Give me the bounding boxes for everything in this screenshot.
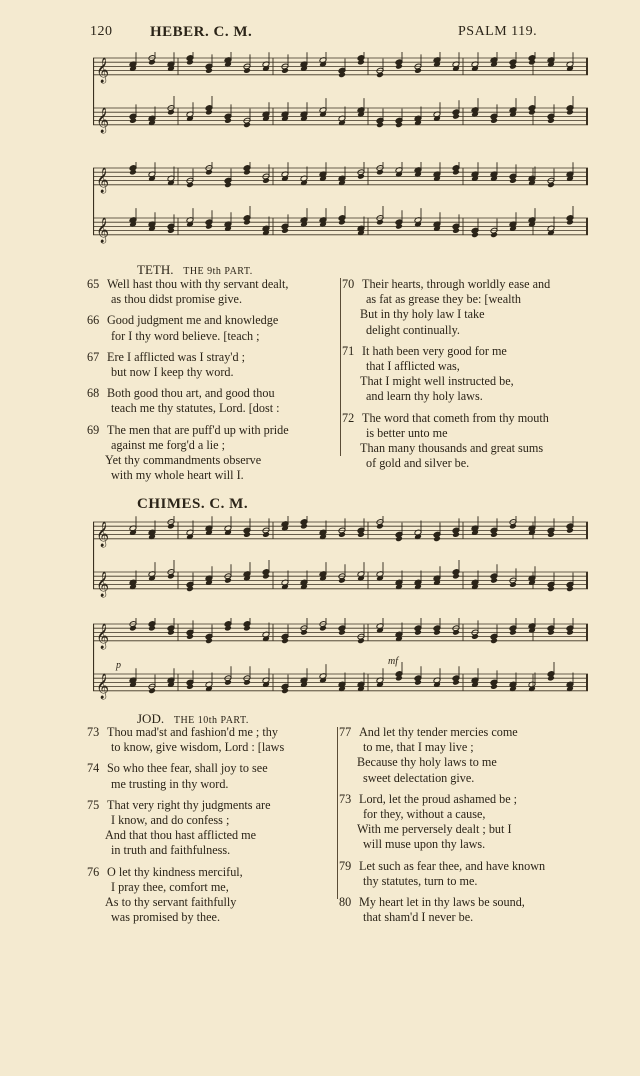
- verse-text: Yet thy commandments observe: [105, 453, 262, 468]
- verse-line: [339, 910, 591, 925]
- verse-line: [339, 859, 591, 874]
- verse-line: [342, 441, 592, 456]
- svg-text:𝄞: 𝄞: [96, 217, 110, 243]
- svg-text:𝄞: 𝄞: [96, 571, 110, 597]
- verse-line: [339, 807, 591, 822]
- verse: [342, 411, 592, 472]
- verse-text: Than many thousands and great sums: [360, 441, 544, 456]
- verse-line: [339, 822, 591, 837]
- verse-text: thy statutes, turn to me.: [363, 873, 478, 888]
- svg-text:𝄞: 𝄞: [96, 107, 110, 133]
- verse-line: [342, 344, 592, 359]
- section-heading-main: JOD.: [137, 711, 165, 726]
- verse-text: As to thy servant faithfully: [105, 895, 237, 910]
- jod-right-verses: [339, 725, 591, 931]
- verse-line: [339, 740, 591, 755]
- tune-title-heber: HEBER. C. M.: [150, 24, 253, 40]
- verse-text: to me, that I may live ;: [363, 740, 474, 755]
- verse-text: Their hearts, through worldly ease and: [362, 277, 551, 291]
- verse: [339, 895, 591, 925]
- verse-text: Ere I afflicted was I stray'd ;: [107, 349, 246, 364]
- verse-line: [87, 313, 339, 328]
- verse-text: O let thy kindness merciful,: [107, 864, 243, 879]
- verse-line: [87, 386, 339, 401]
- verse-number: 69: [87, 422, 100, 437]
- verse-text: Lord, let the proud ashamed be ;: [359, 791, 518, 806]
- verse-line: [87, 423, 339, 438]
- verse-line: [87, 777, 337, 792]
- chimes-system-1: [93, 516, 588, 608]
- verse-text: Because thy holy laws to me: [357, 755, 497, 770]
- verse-line: [87, 895, 337, 910]
- verse-line: [342, 389, 592, 404]
- verse-text: in truth and faithfulness.: [111, 843, 231, 858]
- verse-line: [87, 865, 337, 880]
- verse-line: [87, 292, 339, 307]
- verse-line: [342, 456, 592, 471]
- verse-text: against me forg'd a lie ;: [111, 437, 225, 452]
- verse-line: [87, 843, 337, 858]
- section-heading-teth: [137, 262, 253, 278]
- heber-system-1: [93, 52, 588, 144]
- svg-text:𝄞: 𝄞: [96, 167, 110, 193]
- tune-title-chimes: CHIMES. C. M.: [137, 496, 249, 512]
- verse-text: So who thee fear, shall joy to see: [107, 761, 268, 776]
- verse: [87, 725, 337, 755]
- verse-text: Good judgment me and knowledge: [107, 313, 279, 328]
- verse: [339, 725, 591, 786]
- verse: [87, 277, 339, 307]
- verse-text: I know, and do confess ;: [111, 813, 230, 828]
- verse-text: to know, give wisdom, Lord : [laws: [111, 740, 285, 755]
- verse-text: Well hast thou with thy servant dealt,: [107, 277, 289, 291]
- verse: [342, 277, 592, 338]
- verse-line: [342, 359, 592, 374]
- verse-line: [87, 277, 339, 292]
- verse-line: [87, 438, 339, 453]
- verse-text: delight continually.: [366, 322, 460, 337]
- verse: [87, 386, 339, 416]
- verse-text: My heart let in thy laws be sound,: [359, 895, 525, 910]
- dynamic-piano: p: [116, 660, 121, 671]
- verse: [87, 798, 337, 859]
- verse-text: That I might well instructed be,: [360, 374, 514, 389]
- page-number: 120: [90, 24, 113, 39]
- verse-number: 77: [339, 725, 352, 739]
- verse-text: That very right thy judgments are: [107, 797, 271, 812]
- jod-left-verses: [87, 725, 337, 931]
- verse-line: [342, 323, 592, 338]
- verse-number: 76: [87, 864, 100, 879]
- verse-line: [87, 401, 339, 416]
- verse-line: [87, 453, 339, 468]
- verse-line: [339, 792, 591, 807]
- verse-text: It hath been very good for me: [362, 343, 507, 358]
- verse: [342, 344, 592, 405]
- verse-line: [339, 771, 591, 786]
- svg-text:𝄞: 𝄞: [96, 623, 110, 649]
- heber-system-2: [93, 162, 588, 254]
- verse-number: 66: [87, 313, 100, 328]
- verse-text: for they, without a cause,: [363, 807, 486, 822]
- verse-line: [87, 365, 339, 380]
- verse-number: 72: [342, 410, 355, 425]
- verse-line: [339, 725, 591, 740]
- verse-text: Thou mad'st and fashion'd me ; thy: [107, 725, 278, 739]
- verse-text: is better unto me: [366, 425, 448, 440]
- verse-text: And let thy tender mercies come: [359, 725, 518, 739]
- verse-text: The word that cometh from thy mouth: [362, 410, 549, 425]
- verse-number: 67: [87, 349, 100, 364]
- verse-text: Both good thou art, and good thou: [107, 386, 275, 401]
- verse-text: And that thou hast afflicted me: [105, 828, 257, 843]
- verse-text: that I afflicted was,: [366, 359, 460, 374]
- verse-line: [339, 837, 591, 852]
- verse-number: 75: [87, 797, 100, 812]
- verse-text: teach me thy statutes, Lord. [dost :: [111, 401, 280, 416]
- verse-text: The men that are puff'd up with pride: [107, 422, 289, 437]
- verse-line: [342, 374, 592, 389]
- verse-text: But in thy holy law I take: [360, 307, 485, 322]
- verse-line: [339, 755, 591, 770]
- verse-number: 79: [339, 858, 352, 873]
- verse-line: [339, 895, 591, 910]
- verse-line: [342, 277, 592, 292]
- verse-line: [342, 426, 592, 441]
- section-heading-part: THE 9th PART.: [183, 266, 253, 277]
- verse-line: [342, 292, 592, 307]
- chimes-system-2: [93, 618, 588, 710]
- section-heading-main: TETH.: [137, 262, 174, 277]
- verse-text: With me perversely dealt ; but I: [357, 822, 512, 837]
- verse-number: 71: [342, 343, 355, 358]
- verse-text: was promised by thee.: [111, 910, 220, 925]
- verse-line: [87, 910, 337, 925]
- column-divider: [340, 278, 341, 456]
- verse-line: [342, 307, 592, 322]
- verse-number: 73: [87, 725, 100, 739]
- verse-text: Let such as fear thee, and have known: [359, 858, 546, 873]
- verse: [339, 859, 591, 889]
- verse-line: [339, 874, 591, 889]
- verse-number: 73: [339, 791, 352, 806]
- verse-line: [87, 329, 339, 344]
- verse-text: as thou didst promise give.: [111, 292, 243, 307]
- verse-line: [87, 761, 337, 776]
- section-heading-part: THE 10th PART.: [173, 715, 249, 726]
- verse-text: but now I keep thy word.: [111, 365, 234, 380]
- verse-text: I pray thee, comfort me,: [111, 879, 229, 894]
- verse-text: and learn thy holy laws.: [366, 389, 483, 404]
- verse-line: [87, 725, 337, 740]
- verse-text: as fat as grease they be: [wealth: [366, 292, 521, 307]
- verse-number: 70: [342, 277, 355, 291]
- verse-text: that sham'd I never be.: [363, 910, 474, 925]
- teth-left-verses: [87, 277, 339, 489]
- verse-line: [87, 798, 337, 813]
- verse: [87, 423, 339, 484]
- verse-number: 68: [87, 386, 100, 401]
- svg-text:𝄞: 𝄞: [96, 521, 110, 547]
- svg-text:𝄞: 𝄞: [96, 673, 110, 699]
- verse-text: with my whole heart will I.: [111, 468, 244, 483]
- verse-text: of gold and silver be.: [366, 456, 470, 471]
- verse: [339, 792, 591, 853]
- verse-line: [87, 813, 337, 828]
- verse-text: will muse upon thy laws.: [363, 837, 486, 852]
- verse-line: [87, 828, 337, 843]
- svg-text:𝄞: 𝄞: [96, 57, 110, 83]
- verse-line: [87, 880, 337, 895]
- verse: [87, 761, 337, 791]
- verse: [87, 313, 339, 343]
- verse: [87, 865, 337, 926]
- psalm-reference: PSALM 119.: [458, 24, 538, 39]
- verse-number: 65: [87, 277, 100, 291]
- verse: [87, 350, 339, 380]
- teth-right-verses: [342, 277, 592, 477]
- verse-line: [87, 468, 339, 483]
- verse-text: for I thy word believe. [teach ;: [111, 328, 260, 343]
- dynamic-mezzo-forte: mf: [388, 656, 398, 667]
- verse-line: [87, 740, 337, 755]
- verse-line: [87, 350, 339, 365]
- column-divider: [337, 727, 338, 899]
- verse-number: 74: [87, 761, 100, 776]
- verse-text: me trusting in thy word.: [111, 776, 229, 791]
- verse-line: [342, 411, 592, 426]
- verse-number: 80: [339, 895, 352, 910]
- verse-text: sweet delectation give.: [363, 770, 475, 785]
